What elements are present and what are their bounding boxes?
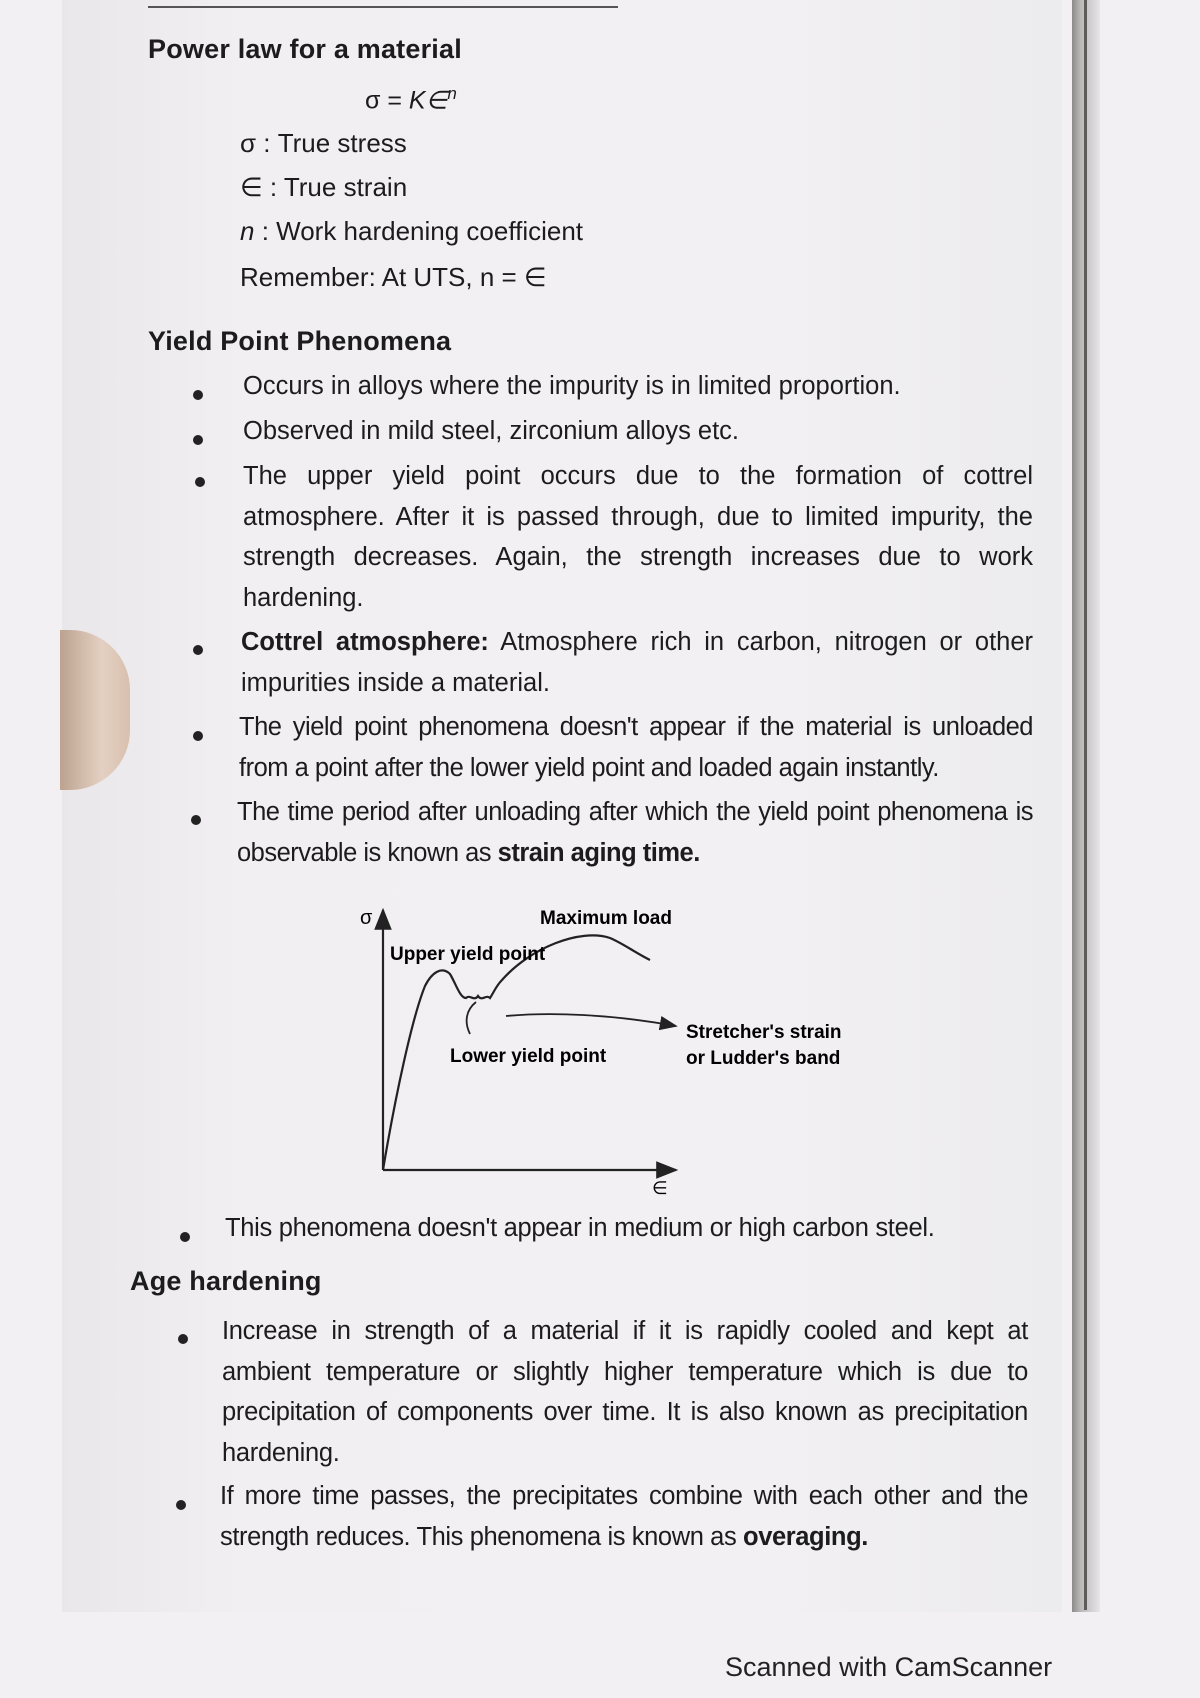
strain-aging-term: strain aging time. (497, 838, 700, 867)
bullet-dot (193, 731, 203, 741)
formula-var: K∈ (408, 86, 448, 115)
lower-yield-pointer (467, 1002, 476, 1034)
age-hardening-heading: Age hardening (130, 1266, 322, 1296)
yield-bullet-4 (241, 622, 1033, 703)
def-symbol: ∈ (240, 172, 263, 202)
yield-bullet-3: The upper yield point occurs due to the formation of cottrel atmosphere. After it is passed through, due to limited impurity, the strength decreases. Again, the strength increases due to work hardening. (243, 462, 1033, 612)
age-bullet-1: Increase in strength of a material if it is rapidly cooled and kept at ambient temperature or slightly higher temperature which is due to precipitation of components over time. It is also known as precipitation hardening. (222, 1317, 1028, 1467)
yield-bullet-1: Occurs in alloys where the impurity is in limited proportion. (243, 372, 901, 400)
bullet-dot (193, 645, 203, 655)
def-text: : Work hardening coefficient (254, 216, 584, 246)
bullet-dot (193, 390, 203, 400)
cottrel-term: Cottrel atmosphere: (241, 628, 489, 656)
age-bullet-2 (220, 1476, 1028, 1557)
def-n (240, 216, 583, 247)
bullet-dot (176, 1500, 186, 1510)
stress-strain-diagram (350, 898, 890, 1198)
scanner-watermark: Scanned with CamScanner (725, 1652, 1053, 1682)
def-text: : True strain (262, 172, 408, 202)
yield-bullet-6 (237, 792, 1033, 873)
overaging-term: overaging. (743, 1522, 868, 1551)
max-load-label: Maximum load (540, 908, 672, 929)
def-symbol: n (240, 216, 255, 246)
x-axis-label: ∈ (652, 1178, 668, 1198)
bullet-text: The time period after unloading after which the yield point phenomena is observable is known as (237, 798, 1033, 867)
upper-yield-label: Upper yield point (390, 944, 546, 965)
bullet-dot (195, 477, 205, 487)
cottrel-def: Atmosphere rich in carbon, nitrogen or other impurities inside a material. (241, 628, 1034, 697)
yield-bullet-2: Observed in mild steel, zirconium alloys etc. (243, 417, 740, 445)
stretcher-label-2: or Ludder's band (686, 1048, 841, 1069)
bullet-dot (193, 435, 203, 445)
yield-heading: Yield Point Phenomena (148, 326, 452, 356)
def-epsilon (240, 172, 407, 203)
bullet-dot (191, 815, 201, 825)
bullet-dot (178, 1334, 188, 1344)
formula-exp: n (447, 84, 457, 103)
yield-bullet-5: The yield point phenomena doesn't appear if the material is unloaded from a point after the lower yield point and loaded again instantly. (239, 713, 1033, 782)
def-text: Remember: At UTS, n = ∈ (240, 262, 547, 292)
power-law-heading: Power law for a material (148, 34, 462, 64)
def-remember (240, 262, 547, 293)
y-axis-label: σ (360, 907, 373, 929)
def-sigma (240, 128, 407, 159)
bullet-dot (180, 1232, 190, 1242)
bullet-text: If more time passes, the precipitates combine with each other and the strength reduces. This phenomena is known as (220, 1482, 1028, 1551)
formula-lhs: σ = (365, 86, 409, 115)
def-symbol: σ (240, 128, 257, 158)
stretcher-label-1: Stretcher's strain (686, 1022, 842, 1043)
lower-yield-label: Lower yield point (450, 1046, 607, 1067)
power-law-formula (365, 84, 457, 115)
page-edge-line (1084, 0, 1087, 1610)
luders-band-arrow (506, 1014, 676, 1026)
def-text: : True stress (256, 128, 407, 158)
top-rule (148, 6, 618, 8)
after-diagram-bullet: This phenomena doesn't appear in medium or high carbon steel. (225, 1214, 935, 1242)
